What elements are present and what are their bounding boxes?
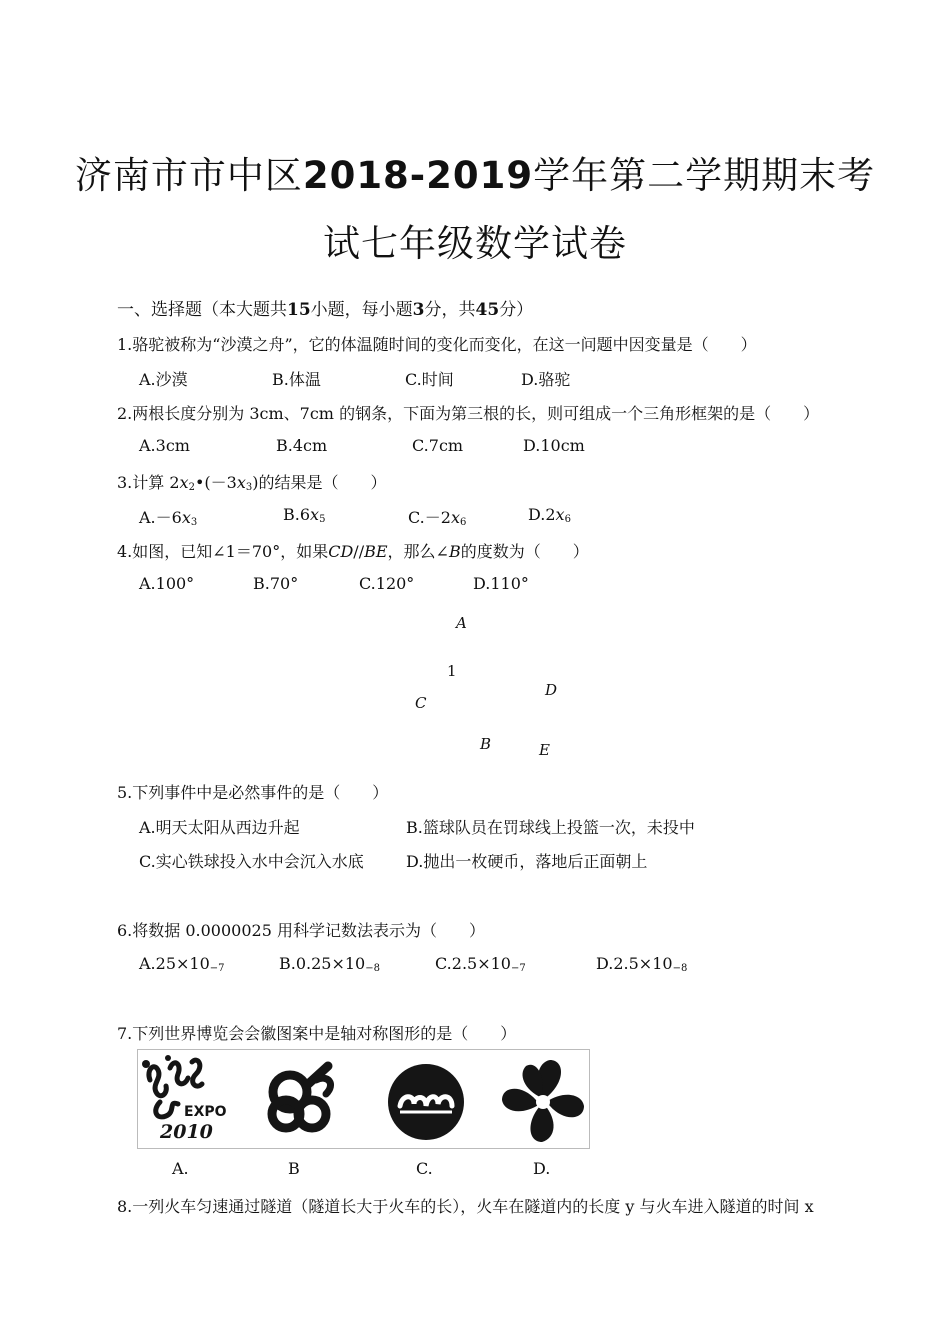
q3-var: x [179,473,189,492]
fig-label-c: C [415,694,427,712]
heading-text: 分） [499,300,534,320]
opt-text: D.2 [528,505,556,524]
opt-text: C.2.5×10 [435,954,511,973]
logo-c [388,1064,464,1140]
q3-option-a [139,505,197,528]
question-1: 1.骆驼被称为“沙漠之舟”，它的体温随时间的变化而变化，在这一问题中因变量是（ ） [117,335,757,354]
q4-text: ，那么∠ [387,542,449,561]
q3-exp: 2 [188,482,195,493]
q3-option-b [283,505,325,525]
q3-option-d [528,505,571,525]
q5-option-a: A.明天太阳从西边升起 [139,818,300,837]
q1-option-a: A.沙漠 [139,370,188,389]
title-part: 学年第二学期期末考 [533,154,876,197]
q3-exp: 3 [245,482,253,493]
q7-option-c: C. [416,1159,433,1178]
page-title-line1 [0,145,950,199]
heading-text: 分，共 [424,300,476,320]
q5-option-d: D.抛出一枚硬币，落地后正面朝上 [406,852,648,871]
heading-num: 15 [287,300,311,320]
opt-exp: −8 [672,963,688,974]
expo-word: EXPO [184,1104,227,1120]
q1-option-d: D.骆驼 [521,370,571,389]
opt-exp: −7 [209,963,225,974]
q4-var: CD [328,542,354,561]
fig-label-e: E [539,741,550,759]
question-2: 2.两根长度分别为 3cm、7cm 的钢条，下面为第三根的长，则可组成一个三角形框架的是（ ） [117,404,820,423]
q4-text: // [353,542,365,561]
opt-var: x [310,505,320,524]
question-4 [117,539,589,562]
q3-var: x [236,473,246,492]
expo-year: 2010 [160,1121,213,1143]
q2-option-a: A.3cm [139,436,190,455]
logo-d [502,1060,584,1142]
fig-label-d: D [545,681,558,699]
question-6: 6.将数据 0.0000025 用科学记数法表示为（ ） [117,921,485,940]
q7-option-a: A. [172,1159,189,1178]
q4-text: 4.如图，已知∠1＝70°，如果 [117,542,329,561]
q4-var: BE [364,542,388,561]
fig-label-a: A [456,614,467,632]
q6-option-a [139,954,225,974]
q4-text: 的度数为（ ） [460,542,589,561]
title-year: 2018-2019 [302,154,534,197]
q2-option-d: D.10cm [523,436,585,455]
q2-option-c: C.7cm [412,436,464,455]
opt-text: A.－6 [139,508,182,527]
q6-option-b [279,954,380,974]
q3-text: •(－3 [194,473,237,492]
opt-var: x [450,508,460,527]
opt-exp: −8 [365,963,380,974]
opt-exp: 6 [564,514,571,525]
opt-exp: 5 [319,514,326,525]
question-8: 8.一列火车匀速通过隧道（隧道长大于火车的长），火车在隧道内的长度 y 与火车进入隧道的时间 x [117,1197,814,1216]
opt-text: B.6 [283,505,311,524]
heading-text: 一、选择题（本大题共 [117,300,287,320]
heading-num: 45 [475,300,500,320]
q4-var: B [448,542,461,561]
q5-option-c: C.实心铁球投入水中会沉入水底 [139,852,364,871]
q4-option-b: B.70° [253,574,299,593]
q6-option-d [596,954,687,974]
opt-text: D.2.5×10 [596,954,673,973]
opt-exp: 3 [190,517,198,528]
expo-logos-svg [138,1050,589,1148]
opt-var: x [181,508,191,527]
fig-label-1: 1 [447,662,457,680]
q1-option-c: C.时间 [405,370,454,389]
q3-option-c [408,505,466,528]
q1-option-b: B.体温 [272,370,321,389]
question-5: 5.下列事件中是必然事件的是（ ） [117,783,389,802]
q4-option-d: D.110° [473,574,529,593]
opt-exp: 6 [459,517,467,528]
opt-text: C.－2 [408,508,451,527]
q2-option-b: B.4cm [276,436,328,455]
opt-text: B.0.25×10 [279,954,366,973]
heading-text: 小题，每小题 [310,300,413,320]
question-7: 7.下列世界博览会会徽图案中是轴对称图形的是（ ） [117,1024,517,1043]
expo-logos-image [137,1049,590,1149]
question-3 [117,470,386,493]
opt-exp: −7 [510,963,526,974]
opt-var: x [555,505,565,524]
q7-option-d: D. [533,1159,551,1178]
q5-option-b: B.篮球队员在罚球线上投篮一次，未投中 [406,818,695,837]
q4-option-a: A.100° [139,574,195,593]
page-title-line2: 试七年级数学试卷 [323,222,627,265]
q3-text: 3.计算 2 [117,473,180,492]
q7-option-b: B [288,1159,300,1178]
heading-num: 3 [412,300,425,320]
fig-label-b: B [480,735,492,753]
q3-text: )的结果是（ ） [252,473,387,492]
title-part: 济南市市中区 [74,154,303,197]
section-heading [117,295,533,320]
q4-option-c: C.120° [359,574,415,593]
logo-b [272,1066,331,1128]
opt-text: A.25×10 [139,954,210,973]
q6-option-c [435,954,526,974]
